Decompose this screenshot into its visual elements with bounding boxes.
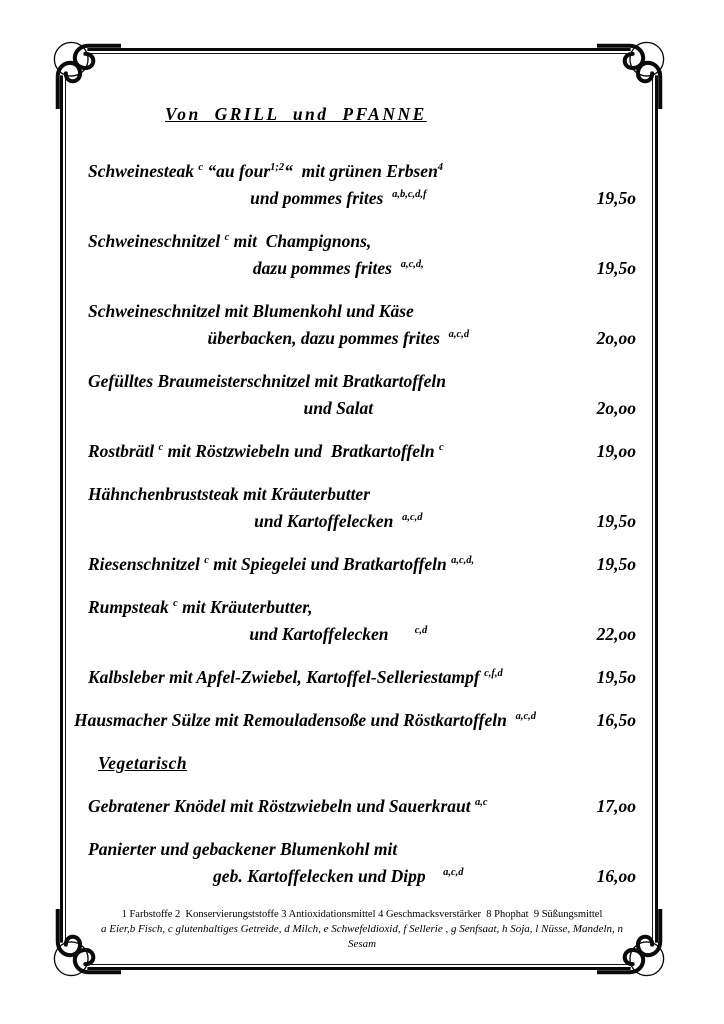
menu-item — [88, 438, 636, 465]
allergen-superscript: c — [173, 598, 178, 610]
item-line: Riesenschnitzel $^c$ mit Spiegelei und Bratkartoffeln $^{a,c,d,}$ — [88, 554, 475, 574]
item-name — [88, 228, 589, 282]
item-price: 2o,oo — [596, 398, 636, 418]
item-line: und Kartoffelecken $^{c,d}$ — [249, 624, 428, 644]
item-name — [88, 594, 589, 648]
allergen-superscript: 1;2 — [270, 162, 285, 174]
item-price: 2o,oo — [596, 328, 636, 348]
item-price: 19,5o — [596, 511, 636, 531]
item-line: Gefülltes Braumeisterschnitzel mit Bratkartoffeln — [88, 371, 446, 391]
allergen-superscript: a,c,d — [443, 867, 464, 879]
item-name — [88, 664, 589, 691]
allergen-superscript: a,c,d — [515, 711, 537, 723]
page-title: Von GRILL und PFANNE — [165, 104, 427, 124]
item-name — [88, 836, 589, 890]
item-price: 16,5o — [596, 710, 636, 730]
menu-item — [88, 793, 636, 820]
item-line: Hausmacher Sülze mit Remouladensoße und Röstkartoffeln $^{a,c,d}$ — [74, 710, 537, 730]
item-name — [88, 551, 589, 578]
menu-item — [88, 228, 636, 282]
menu-item — [88, 594, 636, 648]
allergen-superscript: c,f,d — [484, 668, 503, 680]
footnotes — [88, 907, 636, 952]
item-line: Panierter und gebackener Blumenkohl mit — [88, 839, 398, 859]
allergen-superscript: c — [204, 555, 209, 567]
menu-body — [74, 158, 636, 906]
item-line: Gebratener Knödel mit Röstzwiebeln und Sauerkraut $^{a,c}$ — [88, 796, 488, 816]
item-line: dazu pommes frites $^{a,c,d,}$ — [252, 258, 424, 278]
section-heading: Vegetarisch — [98, 753, 188, 773]
item-price: 19,5o — [596, 554, 636, 574]
menu-item — [88, 664, 636, 691]
menu-page — [66, 54, 652, 964]
item-line: überbacken, dazu pommes frites $^{a,c,d}$ — [207, 328, 470, 348]
menu-item — [88, 158, 636, 212]
allergen-superscript: c — [439, 442, 444, 454]
item-name — [88, 368, 589, 422]
menu-item — [88, 298, 636, 352]
item-name — [88, 158, 589, 212]
item-line: Rostbrätl $^c$ mit Röstzwiebeln und Bratkartoffeln $^c$ — [88, 441, 444, 461]
item-name — [88, 793, 589, 820]
menu-item — [88, 481, 636, 535]
item-line: Schweinesteak $^c$ “au four$^{1;2}$“ mit grünen Erbsen$^4$ — [88, 161, 444, 181]
item-price: 16,oo — [596, 866, 636, 886]
menu-item — [74, 707, 636, 734]
allergen-superscript: a,c,d, — [451, 555, 475, 567]
allergens-legend: a Eier,b Fisch, c glutenhaltiges Getreide, d Milch, e Schwefeldioxid, f Sellerie , g Senfsaat, h Soja, l Nüsse, Mandeln, n Sesam — [101, 923, 626, 950]
item-line: Kalbsleber mit Apfel-Zwiebel, Kartoffel-Selleriestampf $^{c,f,d}$ — [88, 667, 503, 687]
item-name — [88, 298, 589, 352]
menu-item — [88, 551, 636, 578]
item-price: 17,oo — [596, 796, 636, 816]
additives-legend: 1 Farbstoffe 2 Konservierungststoffe 3 Antioxidationsmittel 4 Geschmacksverstärker 8 Phophat 9 Süßungsmittel — [121, 909, 603, 920]
allergen-superscript: c — [198, 162, 204, 174]
item-line: Schweineschnitzel mit Blumenkohl und Käse — [88, 301, 414, 321]
item-line: und Salat — [303, 398, 374, 418]
item-price: 19,oo — [596, 441, 636, 461]
menu-item — [88, 368, 636, 422]
allergen-superscript: a,b,c,d,f — [392, 189, 427, 201]
item-line: und Kartoffelecken $^{a,c,d}$ — [254, 511, 423, 531]
allergen-superscript: a,c,d — [402, 512, 423, 524]
allergen-superscript: a,c,d, — [400, 259, 424, 271]
item-line: Rumpsteak $^c$ mit Kräuterbutter, — [88, 597, 313, 617]
item-price: 22,oo — [596, 624, 636, 644]
item-price: 19,5o — [596, 258, 636, 278]
item-line: Hähnchenbruststeak mit Kräuterbutter — [88, 484, 371, 504]
allergen-superscript: 4 — [437, 162, 444, 174]
item-price: 19,5o — [596, 667, 636, 687]
item-line: Schweineschnitzel $^c$ mit Champignons, — [88, 231, 372, 251]
item-name — [74, 707, 589, 734]
allergen-superscript: a,c,d — [448, 329, 470, 341]
menu-item — [88, 836, 636, 890]
allergen-superscript: c — [224, 232, 230, 244]
item-price: 19,5o — [596, 188, 636, 208]
item-line: geb. Kartoffelecken und Dipp $^{a,c,d}$ — [213, 866, 464, 886]
item-line: und pommes frites $^{a,b,c,d,f}$ — [250, 188, 427, 208]
item-name — [88, 438, 589, 465]
allergen-superscript: c — [158, 442, 164, 454]
item-name — [88, 481, 589, 535]
allergen-superscript: c,d — [414, 625, 428, 637]
allergen-superscript: a,c — [475, 797, 488, 809]
